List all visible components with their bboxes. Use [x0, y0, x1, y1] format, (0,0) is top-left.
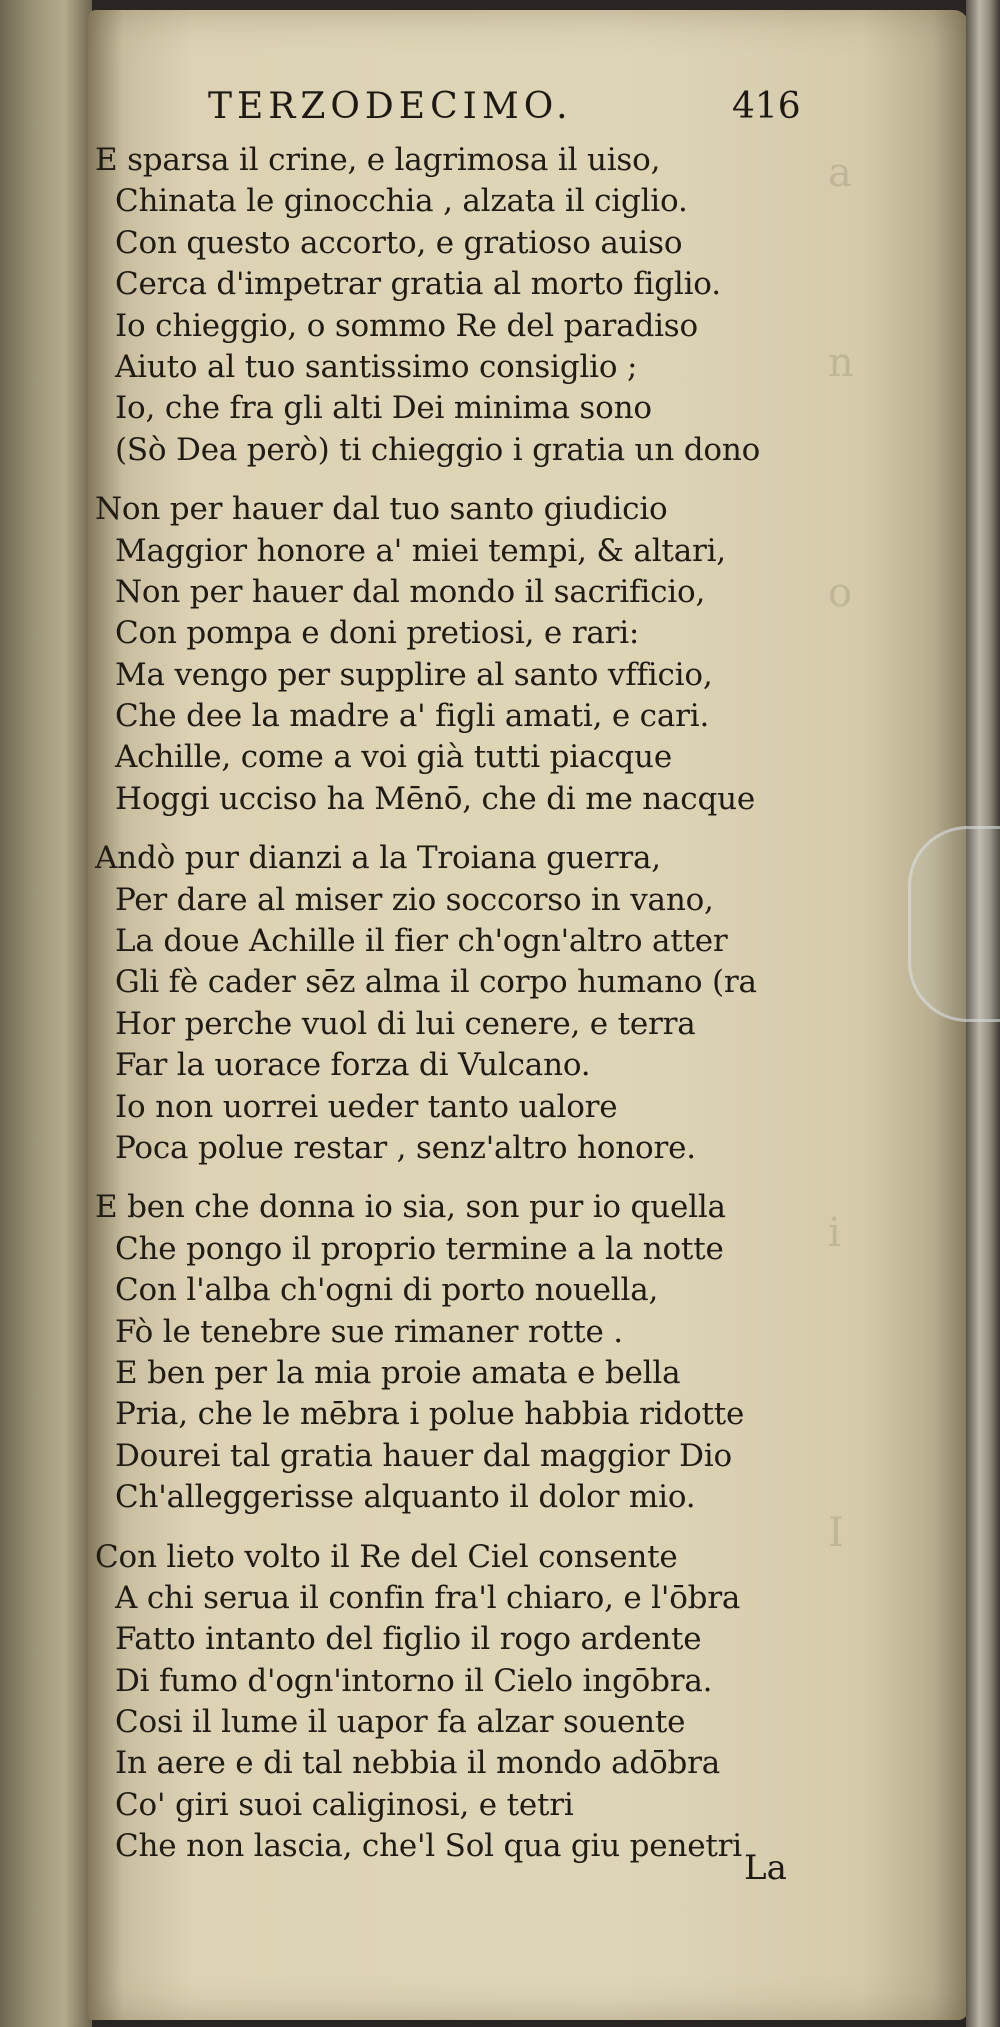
verse-line: Cosi il lume il uapor fa alzar souente — [115, 1704, 686, 1741]
verse-line: Io chieggio, o sommo Re del paradiso — [115, 307, 698, 344]
verse-line: Che pongo il proprio termine a la notte — [115, 1230, 724, 1267]
verse-line: Far la uorace forza di Vulcano. — [115, 1047, 591, 1084]
verse-line: Con lieto volto il Re del Ciel consente — [95, 1538, 678, 1575]
verse-line: (Sò Dea però) ti chieggio i gratia un dono — [115, 431, 761, 468]
page-header — [112, 86, 801, 136]
verse-line: Pria, che le mēbra i polue habbia ridotte — [115, 1396, 745, 1433]
verse-line: Ch'alleggerisse alquanto il dolor mio. — [115, 1479, 696, 1516]
show-through-text: a n o i I — [828, 150, 854, 1556]
verse-line: Di fumo d'ogn'intorno il Cielo ingōbra. — [115, 1662, 713, 1699]
verse-line: Io, che fra gli alti Dei minima sono — [115, 390, 652, 427]
verse-line: Non per hauer dal tuo santo giudicio — [95, 491, 668, 528]
verse-line: In aere e di tal nebbia il mondo adōbra — [115, 1745, 721, 1782]
stanza — [95, 1537, 835, 1868]
page-number: 416 — [732, 86, 801, 127]
verse-line: Poca polue restar , senz'altro honore. — [115, 1129, 696, 1166]
verse-line: Hor perche vuol di lui cenere, e terra — [115, 1005, 696, 1042]
verse-line: Ma vengo per supplire al santo vfficio, — [115, 656, 713, 693]
verse-line: Fò le tenebre sue rimaner rotte . — [115, 1313, 623, 1350]
verse-line: Fatto intanto del figlio il rogo ardente — [115, 1621, 702, 1658]
verse-line: Con l'alba ch'ogni di porto nouella, — [115, 1272, 659, 1309]
facing-page-edge — [0, 0, 92, 2027]
verse-line: Aiuto al tuo santissimo consiglio ; — [115, 348, 638, 385]
verse-line: Achille, come a voi già tutti piacque — [115, 739, 672, 776]
verse-line: Per dare al miser zio soccorso in vano, — [115, 881, 714, 918]
verse-line: E sparsa il crine, e lagrimosa il uiso, — [95, 142, 661, 178]
verse-line: E ben per la mia proie amata e bella — [115, 1354, 681, 1391]
stanza — [95, 1187, 835, 1518]
verse-line: E ben che donna io sia, son pur io quella — [95, 1189, 726, 1226]
verse-line: A chi serua il confin fra'l chiaro, e l'ōbra — [115, 1579, 741, 1616]
verse-line: Cerca d'impetrar gratia al morto figlio. — [115, 266, 721, 303]
stanza — [95, 838, 835, 1169]
running-head: TERZODECIMO. — [208, 86, 573, 127]
verse-line: Con pompa e doni pretiosi, e rari: — [115, 615, 640, 652]
verse-line: Io non uorrei ueder tanto ualore — [115, 1088, 618, 1125]
verse-line: Andò pur dianzi a la Troiana guerra, — [95, 840, 661, 877]
verse-line: Che non lascia, che'l Sol qua giu penetri — [115, 1828, 742, 1865]
poem-text — [95, 140, 835, 1886]
catchword: La — [744, 1848, 787, 1888]
verse-line: La doue Achille il fier ch'ogn'altro atter — [115, 923, 728, 960]
stanza — [95, 140, 835, 471]
verse-line: Con questo accorto, e gratioso auiso — [115, 224, 683, 261]
verse-line: Hoggi ucciso ha Mēnō, che di me nacque — [115, 780, 756, 817]
stanza — [95, 489, 835, 820]
verse-line: Non per hauer dal mondo il sacrificio, — [115, 573, 706, 610]
verse-line: Maggior honore a' miei tempi, & altari, — [115, 532, 726, 569]
verse-line: Dourei tal gratia hauer dal maggior Dio — [115, 1437, 732, 1474]
verse-line: Che dee la madre a' figli amati, e cari. — [115, 698, 710, 735]
verse-line: Co' giri suoi caliginosi, e tetri — [115, 1786, 574, 1823]
verse-line: Gli fè cader sēz alma il corpo humano (ra — [115, 964, 757, 1001]
verse-line: Chinata le ginocchia , alzata il ciglio. — [115, 183, 688, 220]
page-clip — [908, 826, 1000, 1022]
